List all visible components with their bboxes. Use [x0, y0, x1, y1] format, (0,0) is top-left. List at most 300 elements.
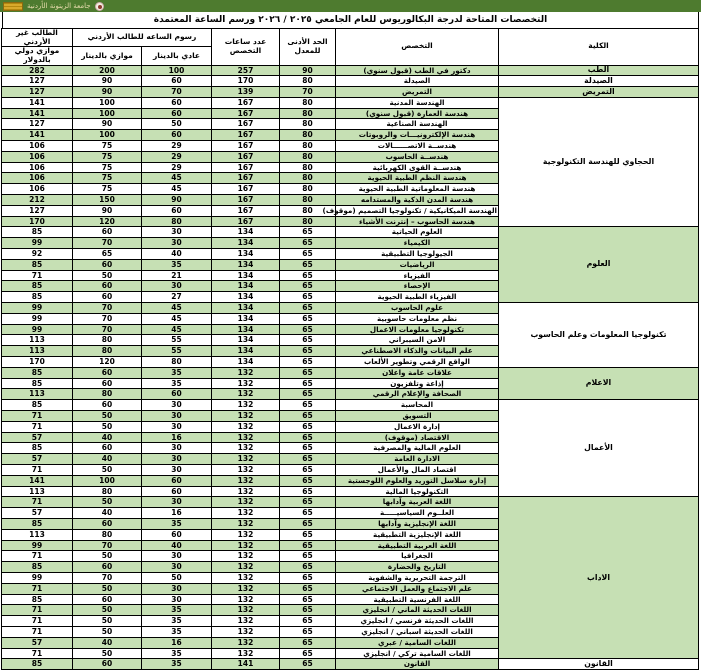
fee-intl-cell: 85 — [2, 281, 73, 292]
major-cell: القانون — [336, 659, 499, 670]
min-avg-cell: 65 — [280, 562, 336, 573]
fee-intl-cell: 85 — [2, 518, 73, 529]
fee-intl-cell: 99 — [2, 238, 73, 249]
min-avg-cell: 65 — [280, 378, 336, 389]
fee-intl-cell: 113 — [2, 389, 73, 400]
hours-cell: 170 — [212, 76, 280, 87]
major-cell: اللغة الإنجليزية التطبيقية — [336, 529, 499, 540]
major-cell: اللغة الفرنسية التطبيقية — [336, 594, 499, 605]
fee-intl-cell: 99 — [2, 540, 73, 551]
min-avg-cell: 65 — [280, 594, 336, 605]
major-cell: التسويق — [336, 411, 499, 422]
min-avg-cell: 65 — [280, 464, 336, 475]
fee-intl-cell: 57 — [2, 637, 73, 648]
fee-normal-cell: 60 — [142, 389, 212, 400]
major-cell: علم البيانات والذكاء الاصطناعي — [336, 346, 499, 357]
hours-cell: 134 — [212, 357, 280, 368]
fee-intl-cell: 99 — [2, 313, 73, 324]
fee-normal-cell: 30 — [142, 227, 212, 238]
fee-parallel-cell: 150 — [73, 195, 142, 206]
hours-cell: 134 — [212, 259, 280, 270]
fee-parallel-cell: 50 — [73, 421, 142, 432]
table-row — [2, 65, 699, 76]
fee-normal-cell: 29 — [142, 162, 212, 173]
major-cell: اللغات السامية / عبري — [336, 637, 499, 648]
table-row — [2, 97, 699, 108]
fee-normal-cell: 50 — [142, 572, 212, 583]
fee-intl-cell: 99 — [2, 572, 73, 583]
college-cell: الطب — [499, 65, 699, 76]
min-avg-cell: 80 — [280, 76, 336, 87]
hours-cell: 167 — [212, 205, 280, 216]
major-cell: اللغات الحديثة فرنسي / انجليزي — [336, 616, 499, 627]
fee-normal-cell: 55 — [142, 335, 212, 346]
hours-cell: 132 — [212, 378, 280, 389]
hours-cell: 132 — [212, 400, 280, 411]
hours-cell: 139 — [212, 87, 280, 98]
hours-cell: 167 — [212, 108, 280, 119]
fee-normal-cell: 35 — [142, 648, 212, 659]
table-header — [2, 29, 699, 66]
fee-parallel-cell: 60 — [73, 518, 142, 529]
major-cell: هندسة العمارة (قبول سنوي) — [336, 108, 499, 119]
min-avg-cell: 65 — [280, 346, 336, 357]
fee-intl-cell: 71 — [2, 616, 73, 627]
hours-cell: 132 — [212, 626, 280, 637]
fee-parallel-cell: 70 — [73, 540, 142, 551]
min-avg-cell: 65 — [280, 616, 336, 627]
fee-normal-cell: 30 — [142, 583, 212, 594]
fee-intl-cell: 106 — [2, 162, 73, 173]
fee-intl-cell: 106 — [2, 141, 73, 152]
hours-cell: 132 — [212, 551, 280, 562]
table-row — [2, 303, 699, 314]
table-row — [2, 497, 699, 508]
fee-normal-cell: 30 — [142, 443, 212, 454]
fee-intl-cell: 106 — [2, 184, 73, 195]
fee-intl-cell: 85 — [2, 443, 73, 454]
hours-cell: 132 — [212, 411, 280, 422]
fee-parallel-cell: 70 — [73, 572, 142, 583]
min-avg-cell: 65 — [280, 238, 336, 249]
spreadsheet-area — [2, 12, 699, 670]
header-fee-normal: عادي بالدينار — [142, 47, 212, 65]
fee-normal-cell: 30 — [142, 594, 212, 605]
university-seal-icon — [3, 2, 23, 11]
major-cell: العلوم المالية والمصرفية — [336, 443, 499, 454]
major-cell: الهندسة المدنية — [336, 97, 499, 108]
fee-parallel-cell: 75 — [73, 141, 142, 152]
major-cell: الرياضيات — [336, 259, 499, 270]
fee-intl-cell: 71 — [2, 421, 73, 432]
min-avg-cell: 65 — [280, 367, 336, 378]
major-cell: اللغة العربية وآدابها — [336, 497, 499, 508]
min-avg-cell: 80 — [280, 162, 336, 173]
major-cell: العلوم الحياتية — [336, 227, 499, 238]
fee-parallel-cell: 70 — [73, 324, 142, 335]
major-cell: هندسة النظم الطبية الحيوية — [336, 173, 499, 184]
major-cell: اقتصاد المال والأعمال — [336, 464, 499, 475]
fee-parallel-cell: 80 — [73, 486, 142, 497]
fee-normal-cell: 35 — [142, 605, 212, 616]
fee-parallel-cell: 100 — [73, 475, 142, 486]
hours-cell: 132 — [212, 583, 280, 594]
college-cell: تكنولوجيا المعلومات وعلم الحاسوب — [499, 303, 699, 368]
fee-normal-cell: 35 — [142, 626, 212, 637]
hours-cell: 132 — [212, 443, 280, 454]
fee-intl-cell: 85 — [2, 227, 73, 238]
header-fee-parallel: موازي بالدينار — [73, 47, 142, 65]
fee-intl-cell: 71 — [2, 583, 73, 594]
fee-normal-cell: 30 — [142, 411, 212, 422]
college-cell: الاعلام — [499, 367, 699, 399]
fee-parallel-cell: 60 — [73, 400, 142, 411]
fee-intl-cell: 113 — [2, 529, 73, 540]
hours-cell: 134 — [212, 249, 280, 260]
fee-intl-cell: 71 — [2, 464, 73, 475]
hours-cell: 132 — [212, 616, 280, 627]
fee-intl-cell: 85 — [2, 367, 73, 378]
table-body — [2, 65, 699, 670]
fee-intl-cell: 99 — [2, 303, 73, 314]
fee-parallel-cell: 200 — [73, 65, 142, 76]
fee-normal-cell: 90 — [142, 195, 212, 206]
min-avg-cell: 80 — [280, 119, 336, 130]
hours-cell: 132 — [212, 562, 280, 573]
min-avg-cell: 65 — [280, 486, 336, 497]
header-college: الكلية — [499, 29, 699, 66]
fee-parallel-cell: 50 — [73, 411, 142, 422]
fee-intl-cell: 57 — [2, 508, 73, 519]
college-cell: الحجاوي للهندسة التكنولوجية — [499, 97, 699, 227]
fee-intl-cell: 212 — [2, 195, 73, 206]
fee-parallel-cell: 100 — [73, 97, 142, 108]
major-cell: الصيدلة — [336, 76, 499, 87]
fee-intl-cell: 85 — [2, 400, 73, 411]
table-row — [2, 400, 699, 411]
min-avg-cell: 65 — [280, 411, 336, 422]
fee-normal-cell: 55 — [142, 346, 212, 357]
major-cell: اللغات الحديثة الماني / انجليزي — [336, 605, 499, 616]
fee-parallel-cell: 60 — [73, 281, 142, 292]
fee-parallel-cell: 80 — [73, 529, 142, 540]
fee-normal-cell: 21 — [142, 270, 212, 281]
hours-cell: 132 — [212, 475, 280, 486]
major-cell: الصحافة والإعلام الرقمي — [336, 389, 499, 400]
fee-parallel-cell: 75 — [73, 162, 142, 173]
fee-intl-cell: 113 — [2, 486, 73, 497]
major-cell: اللغة الإنجليزية وآدابها — [336, 518, 499, 529]
hours-cell: 132 — [212, 637, 280, 648]
hours-cell: 167 — [212, 151, 280, 162]
fee-normal-cell: 35 — [142, 616, 212, 627]
major-cell: العلــوم السياسيـــــة — [336, 508, 499, 519]
min-avg-cell: 65 — [280, 270, 336, 281]
fee-normal-cell: 35 — [142, 259, 212, 270]
min-avg-cell: 80 — [280, 141, 336, 152]
fee-intl-cell: 127 — [2, 119, 73, 130]
fee-parallel-cell: 60 — [73, 292, 142, 303]
university-wordmark: جامعة الزيتونة الأردنية — [27, 2, 91, 10]
major-cell: التمريض — [336, 87, 499, 98]
min-avg-cell: 70 — [280, 87, 336, 98]
hours-cell: 134 — [212, 238, 280, 249]
fee-normal-cell: 60 — [142, 475, 212, 486]
fee-intl-cell: 170 — [2, 216, 73, 227]
fee-intl-cell: 71 — [2, 497, 73, 508]
fee-normal-cell: 16 — [142, 432, 212, 443]
min-avg-cell: 80 — [280, 216, 336, 227]
min-avg-cell: 80 — [280, 97, 336, 108]
major-cell: إدارة سلاسل التوريد والعلوم اللوجستية — [336, 475, 499, 486]
fee-normal-cell: 40 — [142, 540, 212, 551]
major-cell: المحاسبة — [336, 400, 499, 411]
university-logo — [3, 0, 104, 12]
fee-normal-cell: 60 — [142, 108, 212, 119]
major-cell: الجغرافيا — [336, 551, 499, 562]
major-cell: الواقع الرقمي وتطوير الألعاب — [336, 357, 499, 368]
table-row — [2, 659, 699, 670]
fee-parallel-cell: 40 — [73, 508, 142, 519]
fee-normal-cell: 80 — [142, 357, 212, 368]
min-avg-cell: 65 — [280, 454, 336, 465]
min-avg-cell: 65 — [280, 324, 336, 335]
fee-intl-cell: 85 — [2, 292, 73, 303]
fee-intl-cell: 99 — [2, 324, 73, 335]
min-avg-cell: 80 — [280, 130, 336, 141]
major-cell: الهندسة الميكانيكية / تكنولوجيا التصميم (موقوف) — [322, 205, 497, 215]
hours-cell: 167 — [212, 130, 280, 141]
fee-normal-cell: 30 — [142, 551, 212, 562]
fee-parallel-cell: 50 — [73, 648, 142, 659]
min-avg-cell: 65 — [280, 227, 336, 238]
fee-intl-cell: 71 — [2, 551, 73, 562]
fee-normal-cell: 35 — [142, 378, 212, 389]
min-avg-cell: 65 — [280, 551, 336, 562]
hours-cell: 132 — [212, 421, 280, 432]
fee-parallel-cell: 70 — [73, 303, 142, 314]
min-avg-cell: 65 — [280, 249, 336, 260]
fee-intl-cell: 141 — [2, 97, 73, 108]
fee-intl-cell: 141 — [2, 108, 73, 119]
fee-intl-cell: 71 — [2, 605, 73, 616]
fee-normal-cell: 45 — [142, 173, 212, 184]
min-avg-cell: 65 — [280, 497, 336, 508]
min-avg-cell: 65 — [280, 583, 336, 594]
fee-normal-cell: 30 — [142, 238, 212, 249]
fee-intl-cell: 113 — [2, 335, 73, 346]
major-cell: هندسة الحاسوب – إنترنت الأشياء — [336, 216, 499, 227]
hours-cell: 132 — [212, 605, 280, 616]
major-cell: تكنولوجيا معلومات الاعمال — [336, 324, 499, 335]
fee-parallel-cell: 90 — [73, 87, 142, 98]
fee-parallel-cell: 90 — [73, 76, 142, 87]
fee-normal-cell: 29 — [142, 151, 212, 162]
fee-intl-cell: 127 — [2, 76, 73, 87]
fee-parallel-cell: 40 — [73, 637, 142, 648]
fee-normal-cell: 30 — [142, 400, 212, 411]
min-avg-cell: 65 — [280, 518, 336, 529]
fee-parallel-cell: 50 — [73, 583, 142, 594]
hours-cell: 132 — [212, 518, 280, 529]
fee-normal-cell: 45 — [142, 313, 212, 324]
min-avg-cell: 65 — [280, 281, 336, 292]
fee-normal-cell: 60 — [142, 529, 212, 540]
fee-intl-cell: 92 — [2, 249, 73, 260]
fee-normal-cell: 27 — [142, 292, 212, 303]
hours-cell: 132 — [212, 497, 280, 508]
major-cell: الهندسة الصناعية — [336, 119, 499, 130]
table-row — [2, 367, 699, 378]
major-cell: إذاعة وتلفزيون — [336, 378, 499, 389]
major-cell: هندســة القوى الكهربائية — [336, 162, 499, 173]
min-avg-cell: 65 — [280, 508, 336, 519]
fee-intl-cell: 106 — [2, 173, 73, 184]
min-avg-cell: 65 — [280, 292, 336, 303]
header-major: التخصص — [336, 29, 499, 66]
fee-parallel-cell: 90 — [73, 119, 142, 130]
hours-cell: 132 — [212, 486, 280, 497]
fee-intl-cell: 282 — [2, 65, 73, 76]
min-avg-cell: 65 — [280, 421, 336, 432]
fee-normal-cell: 35 — [142, 367, 212, 378]
major-cell: إدارة الاعمال — [336, 421, 499, 432]
min-avg-cell: 65 — [280, 626, 336, 637]
top-banner — [0, 0, 701, 12]
fee-parallel-cell: 65 — [73, 249, 142, 260]
hours-cell: 167 — [212, 97, 280, 108]
fee-normal-cell: 30 — [142, 497, 212, 508]
fee-intl-cell: 85 — [2, 378, 73, 389]
hours-cell: 132 — [212, 367, 280, 378]
fee-normal-cell: 60 — [142, 130, 212, 141]
fee-normal-cell: 100 — [142, 65, 212, 76]
fee-normal-cell: 35 — [142, 659, 212, 670]
hours-cell: 132 — [212, 540, 280, 551]
major-cell: دكتور في الطب (قبول سنوي) — [336, 65, 499, 76]
header-non-jordanian-group: الطالب غير الأردني — [2, 29, 73, 47]
fee-normal-cell: 35 — [142, 518, 212, 529]
fee-intl-cell: 141 — [2, 475, 73, 486]
major-cell: نظم معلومات حاسوبية — [336, 313, 499, 324]
majors-fees-table — [1, 28, 699, 670]
header-jordanian-fees-group: رسوم الساعه للطالب الأردني — [73, 29, 212, 47]
major-cell: الفيزياء الطبية الحيوية — [336, 292, 499, 303]
min-avg-cell: 65 — [280, 659, 336, 670]
table-row — [2, 227, 699, 238]
fee-intl-cell: 106 — [2, 151, 73, 162]
fee-intl-cell: 57 — [2, 454, 73, 465]
fee-intl-cell: 85 — [2, 562, 73, 573]
min-avg-cell: 65 — [280, 400, 336, 411]
page-title: التخصصات المتاحة لدرجة البكالوريوس للعام الجامعي ٢٠٢٥ / ٢٠٢٦ ورسم الساعة المعتمدة — [2, 12, 699, 28]
min-avg-cell: 65 — [280, 637, 336, 648]
hours-cell: 132 — [212, 432, 280, 443]
fee-parallel-cell: 100 — [73, 130, 142, 141]
hours-cell: 134 — [212, 313, 280, 324]
fee-parallel-cell: 60 — [73, 227, 142, 238]
fee-parallel-cell: 50 — [73, 497, 142, 508]
major-cell: هندســة الحاسوب — [336, 151, 499, 162]
major-cell: هندسة المعلوماتية الطبية الحيوية — [336, 184, 499, 195]
hours-cell: 132 — [212, 454, 280, 465]
fee-parallel-cell: 60 — [73, 378, 142, 389]
college-cell: الصيدلة — [499, 76, 699, 87]
major-cell: هندسة الإلكترونيـــات والروبوتات — [336, 130, 499, 141]
header-hours: عدد ساعات التخصص — [212, 29, 280, 66]
major-cell: الإحصاء — [336, 281, 499, 292]
hours-cell: 134 — [212, 335, 280, 346]
fee-parallel-cell: 60 — [73, 659, 142, 670]
fee-parallel-cell: 60 — [73, 443, 142, 454]
fee-parallel-cell: 75 — [73, 184, 142, 195]
fee-parallel-cell: 80 — [73, 389, 142, 400]
hours-cell: 132 — [212, 508, 280, 519]
min-avg-cell: 90 — [280, 65, 336, 76]
fee-normal-cell: 30 — [142, 562, 212, 573]
fee-parallel-cell: 60 — [73, 594, 142, 605]
hours-cell: 167 — [212, 162, 280, 173]
fee-intl-cell: 71 — [2, 648, 73, 659]
min-avg-cell: 65 — [280, 303, 336, 314]
fee-normal-cell: 30 — [142, 281, 212, 292]
fee-normal-cell: 60 — [142, 486, 212, 497]
major-cell: الكيمياء — [336, 238, 499, 249]
min-avg-cell: 65 — [280, 335, 336, 346]
min-avg-cell: 65 — [280, 357, 336, 368]
hours-cell: 134 — [212, 292, 280, 303]
hours-cell: 134 — [212, 227, 280, 238]
major-cell: الادارة العامة — [336, 454, 499, 465]
fee-intl-cell: 71 — [2, 626, 73, 637]
hours-cell: 134 — [212, 324, 280, 335]
fee-intl-cell: 127 — [2, 87, 73, 98]
fee-normal-cell: 70 — [142, 87, 212, 98]
hours-cell: 132 — [212, 389, 280, 400]
major-cell: اللغات السامية تركي / انجليزي — [336, 648, 499, 659]
fee-normal-cell: 60 — [142, 97, 212, 108]
fee-parallel-cell: 75 — [73, 151, 142, 162]
major-cell: التاريخ والحضارة — [336, 562, 499, 573]
fee-normal-cell: 29 — [142, 141, 212, 152]
fee-normal-cell: 45 — [142, 303, 212, 314]
major-cell: هندسة المدن الذكية والمستدامه — [336, 195, 499, 206]
hours-cell: 134 — [212, 281, 280, 292]
hours-cell: 167 — [212, 173, 280, 184]
fee-parallel-cell: 100 — [73, 108, 142, 119]
college-cell: القانون — [499, 659, 699, 670]
hours-cell: 167 — [212, 195, 280, 206]
fee-normal-cell: 30 — [142, 464, 212, 475]
min-avg-cell: 80 — [280, 108, 336, 119]
min-avg-cell: 65 — [280, 572, 336, 583]
min-avg-cell: 65 — [280, 475, 336, 486]
fee-normal-cell: 30 — [142, 454, 212, 465]
fee-parallel-cell: 50 — [73, 551, 142, 562]
min-avg-cell: 65 — [280, 389, 336, 400]
hours-cell: 132 — [212, 594, 280, 605]
header-min-avg: الحد الأدنى للمعدل — [280, 29, 336, 66]
fee-normal-cell: 45 — [142, 184, 212, 195]
fee-normal-cell: 80 — [142, 216, 212, 227]
fee-parallel-cell: 60 — [73, 259, 142, 270]
fee-intl-cell: 85 — [2, 259, 73, 270]
hours-cell: 167 — [212, 119, 280, 130]
hours-cell: 134 — [212, 270, 280, 281]
fee-parallel-cell: 80 — [73, 335, 142, 346]
college-cell: التمريض — [499, 87, 699, 98]
major-cell: الامن السيبراني — [336, 335, 499, 346]
